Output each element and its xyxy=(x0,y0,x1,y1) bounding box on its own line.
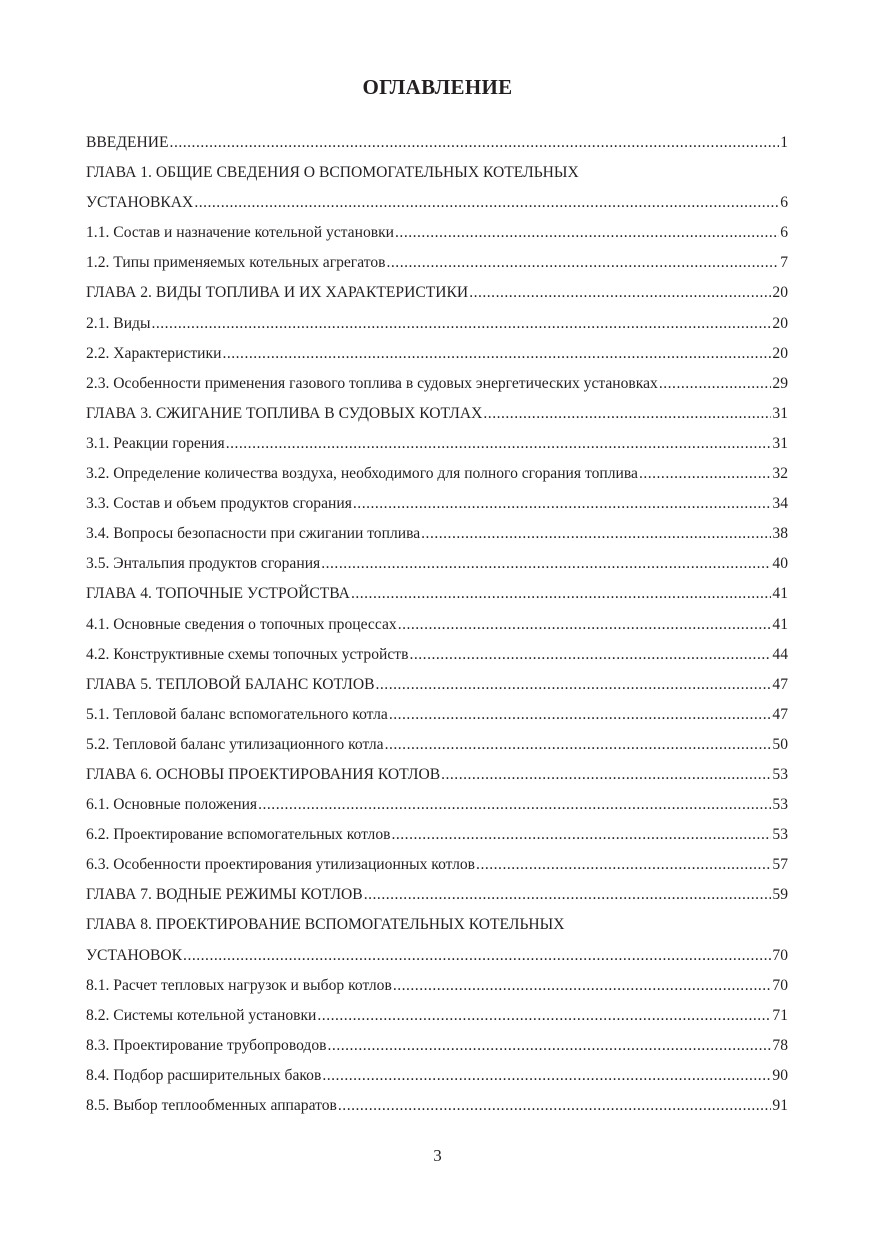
toc-entry-title: ГЛАВА 1. ОБЩИЕ СВЕДЕНИЯ О ВСПОМОГАТЕЛЬНЫХ КОТЕЛЬНЫХ xyxy=(86,164,579,182)
toc-entry-title: 8.4. Подбор расширительных баков xyxy=(86,1066,322,1084)
dot-leader xyxy=(226,429,772,459)
toc-entry[interactable] xyxy=(86,610,788,640)
toc-entry-title: ГЛАВА 2. ВИДЫ ТОПЛИВА И ИХ ХАРАКТЕРИСТИКИ xyxy=(86,284,469,302)
toc-entry[interactable] xyxy=(86,489,788,519)
toc-entry-page: 50 xyxy=(772,735,788,753)
toc-entry[interactable] xyxy=(86,158,788,188)
toc-entry-title: 1.2. Типы применяемых котельных агрегатов xyxy=(86,254,386,272)
toc-entry-title: 6.3. Особенности проектирования утилизационных котлов xyxy=(86,856,476,874)
toc-entry[interactable] xyxy=(86,579,788,609)
toc-entry-title: 6.2. Проектирование вспомогательных котлов xyxy=(86,826,391,844)
dot-leader xyxy=(395,218,779,248)
toc-entry-title: ГЛАВА 7. ВОДНЫЕ РЕЖИМЫ КОТЛОВ xyxy=(86,886,363,904)
toc-entry-page: 57 xyxy=(772,856,788,874)
dot-leader xyxy=(151,309,771,339)
dot-leader xyxy=(351,579,771,609)
dot-leader xyxy=(389,700,772,730)
toc-entry[interactable] xyxy=(86,549,788,579)
toc-entry-title: 8.3. Проектирование трубопроводов xyxy=(86,1036,327,1054)
toc-entry[interactable] xyxy=(86,700,788,730)
toc-entry[interactable] xyxy=(86,459,788,489)
toc-entry-title: ГЛАВА 3. СЖИГАНИЕ ТОПЛИВА В СУДОВЫХ КОТЛАХ xyxy=(86,404,483,422)
dot-leader xyxy=(409,640,771,670)
toc-entry[interactable] xyxy=(86,1001,788,1031)
toc-entry-page: 41 xyxy=(772,615,788,633)
toc-entry-title: 1.1. Состав и назначение котельной установки xyxy=(86,224,395,242)
dot-leader xyxy=(639,459,771,489)
toc-entry-title: ВВЕДЕНИЕ xyxy=(86,134,169,151)
toc-entry-title: 2.3. Особенности применения газового топлива в судовых энергетических установках xyxy=(86,374,658,392)
toc-entry[interactable] xyxy=(86,1061,788,1091)
toc-entry-page: 31 xyxy=(772,434,788,452)
toc-entry-page: 90 xyxy=(772,1066,788,1084)
toc-entry-title: УСТАНОВОК xyxy=(86,946,183,964)
toc-entry-title: 4.1. Основные сведения о топочных процессах xyxy=(86,615,397,633)
toc-entry-page: 38 xyxy=(772,525,788,543)
dot-leader xyxy=(385,730,772,760)
toc-entry-page: 47 xyxy=(772,675,788,693)
toc-entry[interactable] xyxy=(86,850,788,880)
toc-entry[interactable] xyxy=(86,278,788,308)
dot-leader xyxy=(364,880,772,910)
toc-entry[interactable] xyxy=(86,188,788,218)
toc-entry-title: 2.2. Характеристики xyxy=(86,344,222,362)
toc-entry[interactable] xyxy=(86,971,788,1001)
table-of-contents xyxy=(86,128,788,1121)
toc-entry-title: 3.4. Вопросы безопасности при сжигании топлива xyxy=(86,525,421,543)
toc-entry-page: 20 xyxy=(772,284,788,302)
dot-leader xyxy=(421,519,771,549)
toc-entry-page: 20 xyxy=(772,314,788,332)
toc-entry-page: 59 xyxy=(772,886,788,904)
toc-entry[interactable] xyxy=(86,910,788,940)
toc-entry-title: 8.1. Расчет тепловых нагрузок и выбор котлов xyxy=(86,976,392,994)
toc-entry[interactable] xyxy=(86,730,788,760)
toc-entry[interactable] xyxy=(86,1091,788,1121)
dot-leader xyxy=(353,489,772,519)
dot-leader xyxy=(659,369,772,399)
toc-entry[interactable] xyxy=(86,820,788,850)
toc-entry[interactable] xyxy=(86,760,788,790)
toc-entry-title: 5.2. Тепловой баланс утилизационного котла xyxy=(86,735,384,753)
dot-leader xyxy=(391,820,771,850)
toc-entry[interactable] xyxy=(86,339,788,369)
toc-entry-page: 70 xyxy=(772,976,788,994)
dot-leader xyxy=(398,610,772,640)
toc-entry-title: 3.3. Состав и объем продуктов сгорания xyxy=(86,495,352,513)
toc-entry-page: 70 xyxy=(772,946,788,964)
toc-entry[interactable] xyxy=(86,880,788,910)
toc-entry-title: 5.1. Тепловой баланс вспомогательного котла xyxy=(86,705,388,723)
toc-entry-page: 7 xyxy=(780,254,788,272)
toc-entry-page: 20 xyxy=(772,344,788,362)
toc-entry-page: 40 xyxy=(772,555,788,573)
dot-leader xyxy=(483,399,771,429)
dot-leader xyxy=(441,760,771,790)
toc-entry-page: 34 xyxy=(772,495,788,513)
dot-leader xyxy=(222,339,771,369)
toc-entry-title: УСТАНОВКАХ xyxy=(86,194,194,212)
toc-entry-title: 8.2. Системы котельной установки xyxy=(86,1006,317,1024)
dot-leader xyxy=(476,850,771,880)
page-title: ОГЛАВЛЕНИЕ xyxy=(362,75,513,99)
page-number: 3 xyxy=(433,1146,442,1165)
toc-entry-page: 1 xyxy=(780,134,788,151)
dot-leader xyxy=(322,1061,771,1091)
toc-entry-page: 78 xyxy=(772,1036,788,1054)
toc-entry[interactable] xyxy=(86,941,788,971)
toc-entry-page: 6 xyxy=(780,224,788,242)
toc-entry-title: ГЛАВА 8. ПРОЕКТИРОВАНИЕ ВСПОМОГАТЕЛЬНЫХ КОТЕЛЬНЫХ xyxy=(86,916,565,934)
dot-leader xyxy=(258,790,771,820)
toc-entry[interactable] xyxy=(86,790,788,820)
toc-entry-page: 47 xyxy=(772,705,788,723)
toc-entry-title: 8.5. Выбор теплообменных аппаратов xyxy=(86,1097,337,1114)
toc-entry-title: 4.2. Конструктивные схемы топочных устройств xyxy=(86,645,409,663)
toc-entry-title: 3.2. Определение количества воздуха, необходимого для полного сгорания топлива xyxy=(86,465,638,483)
toc-entry[interactable] xyxy=(86,218,788,248)
dot-leader xyxy=(338,1091,772,1121)
dot-leader xyxy=(469,278,771,308)
toc-entry-page: 91 xyxy=(772,1097,788,1114)
toc-entry[interactable] xyxy=(86,399,788,429)
toc-entry-title: 6.1. Основные положения xyxy=(86,796,258,814)
toc-entry[interactable] xyxy=(86,519,788,549)
toc-entry[interactable] xyxy=(86,670,788,700)
toc-entry-page: 32 xyxy=(772,465,788,483)
toc-entry-page: 53 xyxy=(772,826,788,844)
toc-entry[interactable] xyxy=(86,429,788,459)
dot-leader xyxy=(317,1001,771,1031)
toc-entry[interactable] xyxy=(86,640,788,670)
toc-entry-title: 2.1. Виды xyxy=(86,314,151,332)
toc-entry-title: ГЛАВА 6. ОСНОВЫ ПРОЕКТИРОВАНИЯ КОТЛОВ xyxy=(86,765,441,783)
toc-entry[interactable] xyxy=(86,1031,788,1061)
toc-entry-page: 31 xyxy=(772,404,788,422)
toc-entry[interactable] xyxy=(86,369,788,399)
toc-entry-page: 71 xyxy=(772,1006,788,1024)
dot-leader xyxy=(393,971,772,1001)
toc-entry-page: 44 xyxy=(772,645,788,663)
toc-entry-title: ГЛАВА 5. ТЕПЛОВОЙ БАЛАНС КОТЛОВ xyxy=(86,675,375,693)
dot-leader xyxy=(194,188,779,218)
toc-entry[interactable] xyxy=(86,128,788,158)
dot-leader xyxy=(321,549,771,579)
dot-leader xyxy=(328,1031,772,1061)
toc-entry-page: 6 xyxy=(780,194,788,212)
dot-leader xyxy=(376,670,772,700)
toc-entry-title: ГЛАВА 4. ТОПОЧНЫЕ УСТРОЙСТВА xyxy=(86,585,350,603)
dot-leader xyxy=(170,128,780,158)
dot-leader xyxy=(183,941,771,971)
toc-entry-title: 3.5. Энтальпия продуктов сгорания xyxy=(86,555,321,573)
toc-entry[interactable] xyxy=(86,248,788,278)
toc-entry[interactable] xyxy=(86,309,788,339)
dot-leader xyxy=(387,248,780,278)
toc-entry-title: 3.1. Реакции горения xyxy=(86,434,225,452)
toc-entry-page: 53 xyxy=(772,796,788,814)
toc-entry-page: 41 xyxy=(772,585,788,603)
toc-entry-page: 29 xyxy=(772,374,788,392)
toc-entry-page: 53 xyxy=(772,765,788,783)
